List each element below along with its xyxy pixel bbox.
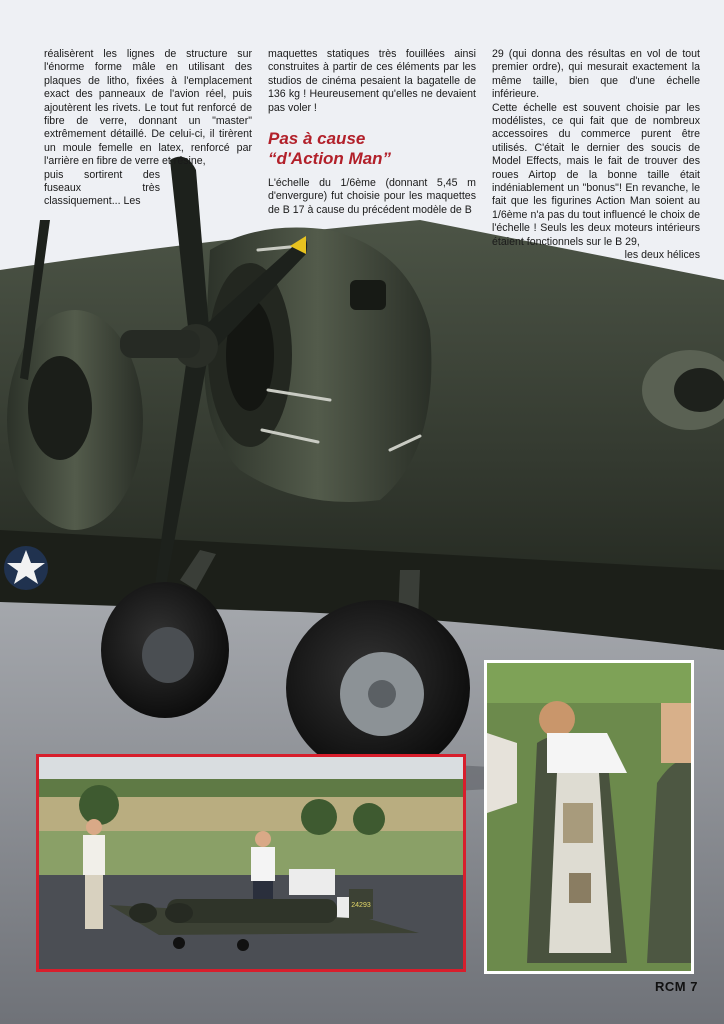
col3-paragraph-2: Cette échelle est souvent choisie par les modélistes, ce qui fait que de nombreux accessoires du commerce purent être utilisés. C'était le dernier des soucis de Model Effects, mais le fait de trouver des roues Airtop de la bonne taille était indéniablement un "bonus"! En revanche, le fait que les figurines Action Man soient au 1/6ème n'a pas du tout influencé le choix de l'échelle ! Seuls les deux moteurs intérieurs étaient fonctionnels sur le B 29, (492, 101, 700, 248)
col1-paragraph-2: puis sortirent des fuseaux très classiquement... Les (44, 168, 160, 208)
inset-photo-fuselage-interior (484, 660, 694, 974)
page-folio (655, 979, 698, 994)
page-number: 7 (690, 979, 698, 994)
col2-paragraph-2: L'échelle du 1/6ème (donnant 5,45 m d'envergure) fut choisie pour les maquettes de B 17 à cause du précédent modèle de B (268, 177, 476, 216)
col1-paragraph-1: réalisèrent les lignes de structure sur l'énorme forme mâle en utilisant des plaques de litho, fixées à l'emplacement exact des panneaux de l'avion réel, puis ajoutèrent les rivets. Le tout fut renforcé de fibre de verre, donnant un "master" extrêmement détaillé. De celui-ci, il tirèrent un moule femelle en latex, renforcé par l'arrière en fibre de verre et résine, (44, 48, 252, 168)
article-column-3 (492, 48, 700, 263)
col2-paragraph-1: maquettes statiques très fouillées ainsi construites à partir de ces éléments par les studios de cinéma pesaient la bagatelle de 136 kg ! Heureusement qu'elles ne devaient pas voler ! (268, 48, 476, 114)
col3-paragraph-1: 29 (qui donna des résultas en vol de tout premier ordre), qui mesurait exactement la même taille, bien que d'une échelle inférieure. (492, 48, 700, 101)
section-heading (268, 129, 476, 169)
inset-photo-model-on-runway (36, 754, 466, 972)
section-heading-line-2: “d'Action Man” (268, 149, 392, 169)
article-column-1 (44, 48, 252, 209)
section-heading-line-1: Pas à cause (268, 129, 366, 149)
inset-tail-code: 24293 (351, 902, 371, 909)
article-column-2 (268, 48, 476, 217)
magazine-name: RCM (655, 979, 687, 994)
col3-paragraph-3: les deux hélices (624, 249, 700, 262)
